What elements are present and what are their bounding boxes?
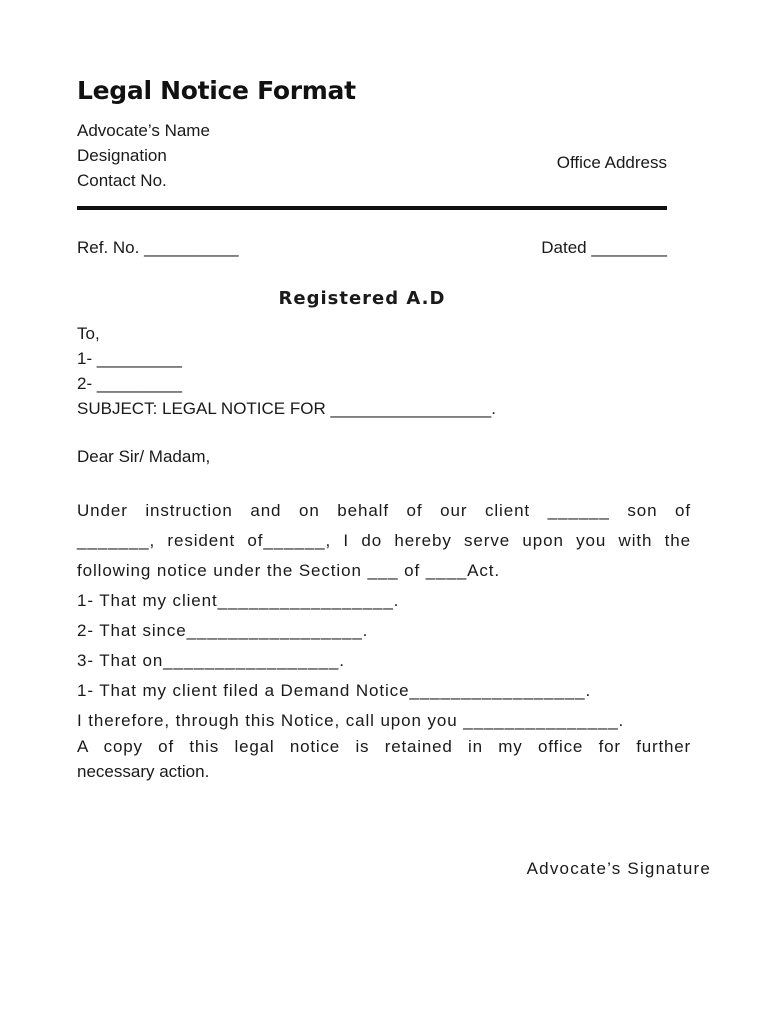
body-para-line-3: following notice under the Section ___ of ____Act. — [77, 561, 501, 580]
closing-paragraph — [77, 734, 691, 784]
point-2: 2- That since_________________. — [77, 621, 369, 640]
point-1: 1- That my client_________________. — [77, 591, 400, 610]
advocate-signature: Advocate’s Signature — [526, 859, 711, 878]
closing-line-2: necessary action. — [77, 762, 210, 781]
point-4: 1- That my client filed a Demand Notice_________________. — [77, 681, 592, 700]
registered-ad-heading: Registered A.D — [278, 288, 446, 309]
point-3: 3- That on_________________. — [77, 651, 345, 670]
closing-line-1: A copy of this legal notice is retained in my office for further — [77, 737, 691, 756]
notice-body — [77, 496, 691, 736]
subject-line: SUBJECT: LEGAL NOTICE FOR _________________. — [77, 399, 496, 418]
advocate-name: Advocate’s Name — [77, 121, 210, 140]
body-para-line-1: Under instruction and on behalf of our client ______ son of — [77, 501, 691, 520]
header-divider — [77, 206, 667, 210]
recipient-line-1: 1- _________ — [77, 349, 182, 368]
call-upon-line: I therefore, through this Notice, call upon you _______________. — [77, 711, 625, 730]
recipient-line-2: 2- _________ — [77, 374, 182, 393]
body-para-line-2: _______, resident of______, I do hereby serve upon you with the — [77, 531, 691, 550]
office-address: Office Address — [556, 153, 667, 172]
dated-field: Dated ________ — [541, 238, 667, 257]
designation: Designation — [77, 146, 167, 165]
document-title: Legal Notice Format — [77, 76, 356, 105]
advocate-details — [77, 118, 210, 193]
reference-number: Ref. No. __________ — [77, 238, 239, 257]
salutation: Dear Sir/ Madam, — [77, 447, 211, 466]
to-label: To, — [77, 324, 100, 343]
contact-number: Contact No. — [77, 171, 167, 190]
recipient-block — [77, 321, 496, 421]
